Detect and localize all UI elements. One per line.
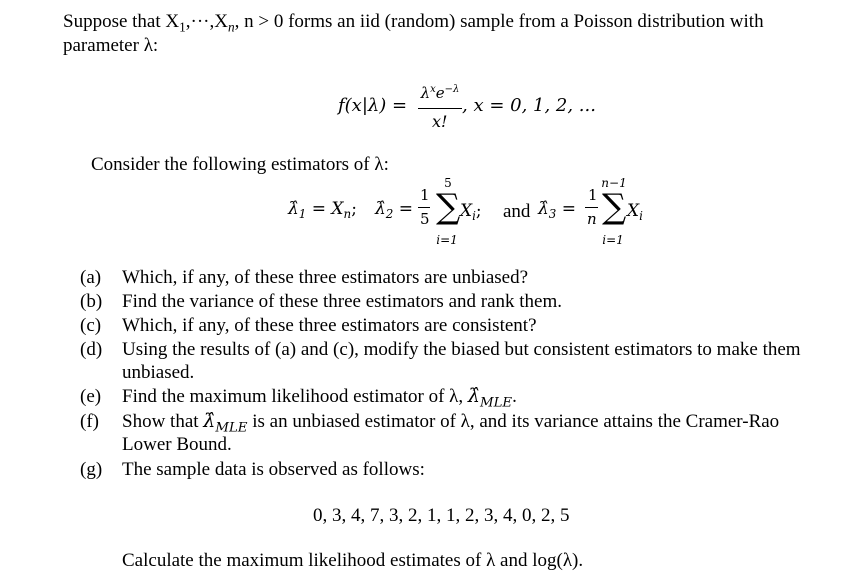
estimator-3-frac-num: 1 <box>588 186 598 204</box>
intro-line-1 <box>63 11 764 35</box>
question-a <box>80 266 528 289</box>
estimator-3-frac-den: n <box>587 210 597 228</box>
estimator-and: and <box>503 201 531 222</box>
mle-symbol: λ̂ <box>203 410 216 432</box>
intro-text: Suppose that X <box>63 11 180 32</box>
question-label: (c) <box>80 315 102 336</box>
estimator-2-frac-bar <box>418 207 430 208</box>
intro-line-2: parameter λ: <box>63 35 159 56</box>
pmf-support: , x = 0, 1, 2, ... <box>462 95 596 116</box>
question-text: Show that <box>122 411 204 432</box>
question-text: Which, if any, of these three estimators are consistent? <box>122 315 537 336</box>
question-label: (b) <box>80 291 103 312</box>
question-label: (e) <box>80 386 102 407</box>
estimator-2-sigma-icon: ∑ <box>436 187 461 227</box>
question-g <box>80 458 425 481</box>
estimator-3-lhs: $\lambdâ_3$ = <box>538 199 577 222</box>
estimator-2-sum-bottom: i=1 <box>436 233 458 247</box>
question-b <box>80 290 562 313</box>
question-label: (f) <box>80 411 99 432</box>
question-label: (d) <box>80 339 103 360</box>
mle-subscript: MLE <box>479 395 513 411</box>
estimator-2-lhs: $\lambdâ_2$ = <box>375 199 414 222</box>
intro-sub: 1 <box>179 19 186 35</box>
mle-symbol: λ̂ <box>467 385 480 407</box>
question-text: Which, if any, of these three estimators are unbiased? <box>122 267 529 288</box>
consider-text: Consider the following estimators of λ: <box>91 154 389 175</box>
question-d <box>80 338 860 384</box>
question-text: Find the variance of these three estimators and rank them. <box>122 291 563 312</box>
intro-text: ,···,X <box>185 11 228 32</box>
pmf-fraction-bar <box>418 108 462 109</box>
question-f <box>80 410 860 456</box>
estimator-3-sum-top: n−1 <box>601 176 627 190</box>
estimator-2-sum-top: 5 <box>444 176 452 190</box>
question-text-continued: Lower Bound. <box>122 434 232 455</box>
estimator-2-frac-num: 1 <box>420 186 430 204</box>
intro-text: , n > 0 forms an iid (random) sample from a Poisson distribution with <box>234 11 764 32</box>
question-text: Find the maximum likelihood estimator of λ, <box>122 386 468 407</box>
mle-subscript: MLE <box>215 420 248 436</box>
pmf-fraction <box>418 82 462 101</box>
pmf-lhs: f(x|λ) = <box>338 95 408 116</box>
estimator-3-frac-bar <box>585 207 598 208</box>
estimator-3-sigma-icon: ∑ <box>602 187 627 227</box>
estimator-2-term: $X_i$; <box>460 201 482 224</box>
question-label: (a) <box>80 267 102 288</box>
estimator-1: $\lambdâ_1 = X_n$; <box>288 199 357 222</box>
pmf-denominator: x! <box>432 112 448 131</box>
question-label: (g) <box>80 459 103 480</box>
estimator-3-sum-bottom: i=1 <box>602 233 624 247</box>
question-c <box>80 314 537 337</box>
final-instruction: Calculate the maximum likelihood estimates of λ and log(λ). <box>122 550 584 571</box>
question-e: (e) Find the maximum likelihood estimator of λ, $\lambdâ_{MLE}$. <box>80 385 517 411</box>
question-text-continued: unbiased. <box>122 362 195 383</box>
sample-data: 0, 3, 4, 7, 3, 2, 1, 1, 2, 3, 4, 0, 2, 5 <box>313 505 570 526</box>
question-text: The sample data is observed as follows: <box>122 459 425 480</box>
question-text: Using the results of (a) and (c), modify the biased but consistent estimators to make them <box>122 339 801 360</box>
question-text: is an unbiased estimator of λ, and its variance attains the Cramer-Rao <box>247 411 780 432</box>
intro-sub: n <box>227 19 235 35</box>
pmf-numerator: $\lambda^xe^{-\lambda}$ <box>420 84 460 102</box>
estimator-3-term: $X_i$ <box>627 201 643 224</box>
estimator-2-frac-den: 5 <box>420 210 430 228</box>
